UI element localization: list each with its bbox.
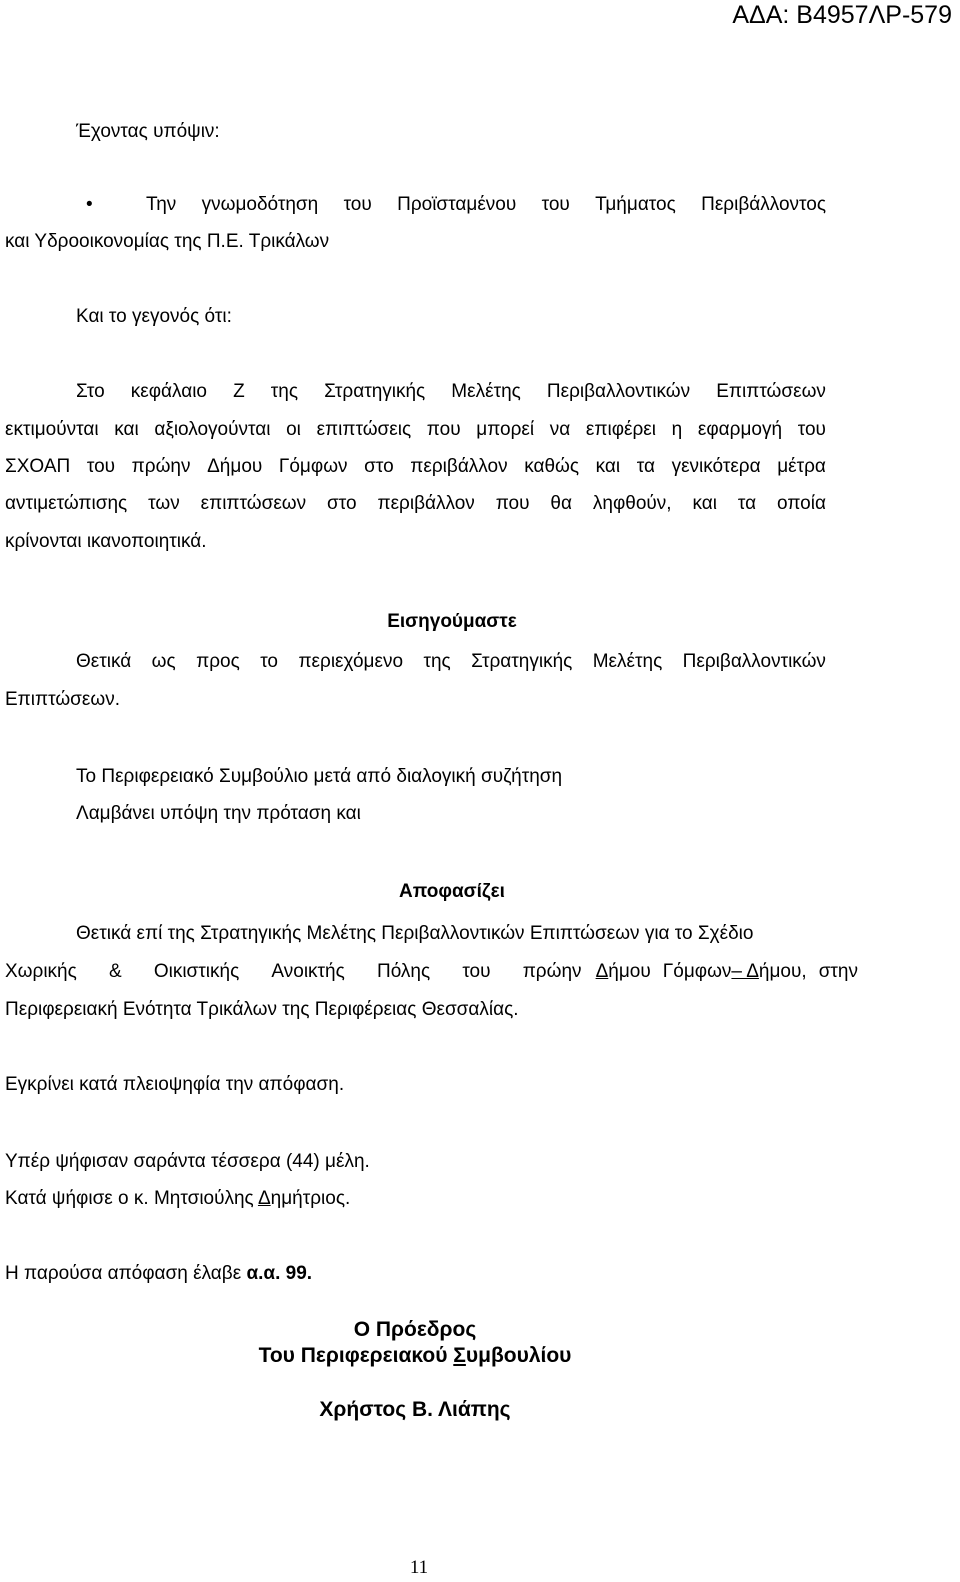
fact-line-2 [5, 418, 826, 442]
word: και [114, 419, 139, 440]
fact-line-3 [5, 455, 826, 479]
bullet-line-2: και Υδροοικονομίας της Π.Ε. Τρικάλων [5, 231, 330, 252]
word: μπορεί [476, 419, 535, 440]
word: του [86, 456, 116, 477]
word: Προϊσταμένου [397, 194, 517, 215]
word: και [595, 456, 621, 477]
fact-line-4 [5, 492, 826, 516]
bullet-icon: • [86, 194, 93, 215]
ada-code: ΑΔΑ: Β4957ΛΡ-579 [732, 1, 952, 29]
recommend-heading: Εισηγούμαστε [387, 611, 517, 632]
word: περιβάλλον [410, 456, 508, 477]
signature-body: Του Περιφερειακού Συμβουλίου [258, 1344, 572, 1367]
having-regard-heading: Έχοντας υπόψιν: [76, 121, 220, 142]
decides-heading: Αποφασίζει [399, 881, 505, 902]
word: Στρατηγικής [471, 651, 573, 672]
recommend-line-2: Επιπτώσεων. [5, 689, 120, 710]
fact-line-5: κρίνονται ικανοποιητικά. [5, 531, 207, 552]
word: να [549, 419, 571, 440]
votes-for: Υπέρ ψήφισαν σαράντα τέσσερα (44) μέλη. [5, 1151, 370, 1172]
council-line-2: Λαμβάνει υπόψη την πρόταση και [76, 803, 361, 824]
word: μέτρα [777, 456, 826, 477]
decides-line-2 [5, 960, 858, 984]
word: Την [146, 194, 177, 215]
votes-against: Κατά ψήφισε ο κ. Μητσιούλης Δημήτριος. [5, 1188, 351, 1209]
decides-line-2-tail: Δήμου Γόμφων– Δήμου, στην [595, 961, 858, 982]
word: Γόμφων [278, 456, 348, 477]
word: ως [151, 651, 176, 672]
approval-line: Εγκρίνει κατά πλειοψηφία την απόφαση. [5, 1074, 345, 1095]
word: επιπτώσεων [200, 493, 307, 514]
signature-title: Ο Πρόεδρος [353, 1318, 477, 1341]
word: του [343, 194, 372, 215]
page-number: 11 [409, 1557, 429, 1578]
word: Ζ [233, 381, 245, 402]
underlined-letter: Δ [257, 1188, 271, 1209]
word: οποία [777, 493, 826, 514]
word: της [270, 381, 298, 402]
word: Δήμου [207, 456, 263, 477]
fact-heading: Και το γεγονός ότι: [76, 306, 232, 327]
word: περιβάλλον [377, 493, 475, 514]
word: του [541, 194, 570, 215]
recommend-line-1 [76, 650, 826, 674]
word: που [495, 493, 530, 514]
word: τα [737, 493, 757, 514]
word: Μελέτης [592, 651, 663, 672]
word: αξιολογούνται [154, 419, 271, 440]
word: Μελέτης [451, 381, 521, 402]
word: το [260, 651, 278, 672]
word: εφαρμογή [697, 419, 783, 440]
decides-line-2-lead: Χωρικής & Οικιστικής Ανοικτής Πόλης του πρώην [5, 961, 582, 982]
word: η [671, 419, 683, 440]
word: γενικότερα [671, 456, 761, 477]
word: Περιβαλλοντικών [682, 651, 826, 672]
word: γνωμοδότηση [201, 194, 319, 215]
fact-line-1 [76, 380, 826, 404]
word: τα [636, 456, 655, 477]
underlined-letter: Δ [595, 961, 609, 982]
word: και [692, 493, 717, 514]
decision-number: Η παρούσα απόφαση έλαβε α.α. 99. [5, 1263, 313, 1284]
word: Στο [76, 381, 105, 402]
signature-name: Χρήστος Β. Λιάπης [319, 1398, 511, 1421]
word: επιφέρει [585, 419, 656, 440]
word: αντιμετώπισης [5, 493, 128, 514]
word: του [797, 419, 826, 440]
word: Περιβάλλοντος [701, 194, 826, 215]
decides-line-3: Περιφερειακή Ενότητα Τρικάλων της Περιφέρειας Θεσσαλίας. [5, 999, 519, 1020]
word: Στρατηγικής [324, 381, 426, 402]
word: επιπτώσεις [316, 419, 412, 440]
word: Τμήματος [595, 194, 676, 215]
word: περιεχόμενο [298, 651, 404, 672]
word: στο [327, 493, 357, 514]
word: οι [286, 419, 301, 440]
underlined-letter: Σ [453, 1344, 466, 1367]
word: κεφάλαιο [130, 381, 207, 402]
council-line-1: Το Περιφερειακό Συμβούλιο μετά από διαλογική συζήτηση [76, 766, 563, 787]
word: ΣΧΟΑΠ [5, 456, 71, 477]
word: θα [550, 493, 572, 514]
word: καθώς [524, 456, 580, 477]
word: των [148, 493, 180, 514]
word: Επιπτώσεων [716, 381, 826, 402]
word: προς [196, 651, 240, 672]
underlined-dash-letter: – Δ [731, 961, 759, 982]
word: στο [364, 456, 394, 477]
decides-line-1: Θετικά επί της Στρατηγικής Μελέτης Περιβαλλοντικών Επιπτώσεων για το Σχέδιο [76, 923, 754, 944]
word: της [423, 651, 451, 672]
word: ληφθούν, [592, 493, 672, 514]
word: Περιβαλλοντικών [546, 381, 691, 402]
word: Θετικά [76, 651, 132, 672]
bullet-line-1 [146, 193, 826, 217]
word: που [426, 419, 461, 440]
word: εκτιμούνται [5, 419, 99, 440]
word: πρώην [131, 456, 191, 477]
